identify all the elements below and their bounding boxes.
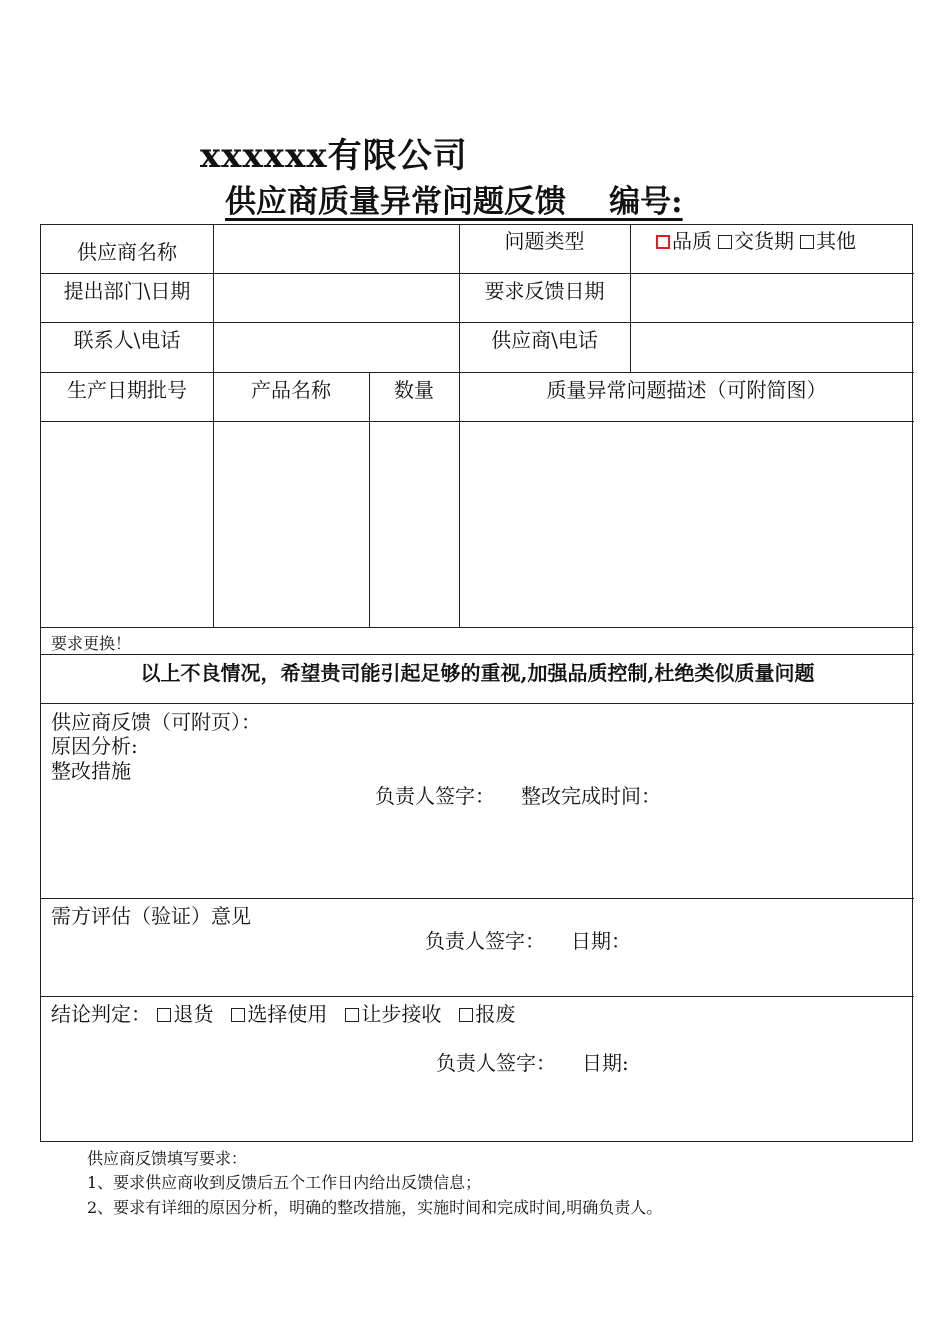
option-concession[interactable]: 让步接收 <box>345 1002 441 1026</box>
notes-heading: 供应商反馈填写要求： <box>87 1149 248 1168</box>
checkbox-icon <box>459 1008 473 1022</box>
request-replace: 要求更换！ <box>51 634 132 653</box>
col-divider <box>630 225 631 372</box>
form-title: 供应商质量异常问题反馈 编号: <box>225 184 683 220</box>
contact-label: 联系人\电话 <box>73 328 181 352</box>
evaluation-date-label: 日期： <box>571 929 631 953</box>
feedback-date-label: 要求反馈日期 <box>484 279 605 303</box>
conclusion-signature-label: 负责人签字： <box>436 1051 556 1075</box>
completion-time-label: 整改完成时间： <box>521 784 661 808</box>
row-divider <box>41 273 914 274</box>
supplier-phone-label: 供应商\电话 <box>491 328 598 352</box>
conclusion-heading: 结论判定： <box>51 1002 151 1026</box>
row-divider <box>41 372 914 373</box>
row-divider <box>41 421 914 422</box>
issue-type-options <box>656 225 856 254</box>
col-quantity: 数量 <box>394 378 434 402</box>
checkbox-quality[interactable]: 品质 <box>656 229 712 253</box>
col-batch: 生产日期批号 <box>67 378 187 402</box>
evaluation-signature-label: 负责人签字： <box>425 929 545 953</box>
evaluation-heading: 需方评估（验证）意见 <box>51 904 251 928</box>
option-scrap[interactable]: 报废 <box>459 1002 515 1026</box>
row-divider <box>41 627 914 628</box>
row-divider <box>41 996 914 997</box>
col-divider <box>459 372 460 627</box>
checkbox-icon <box>231 1008 245 1022</box>
conclusion-date-label: 日期: <box>582 1051 629 1075</box>
row-divider <box>41 898 914 899</box>
feedback-form <box>40 224 913 1142</box>
checkbox-icon <box>800 235 814 249</box>
col-description: 质量异常问题描述（可附简图） <box>546 378 827 402</box>
feedback-signature-label: 负责人签字： <box>375 784 495 808</box>
option-return[interactable]: 退货 <box>157 1002 213 1026</box>
dept-date-label: 提出部门\日期 <box>63 279 191 303</box>
col-product: 产品名称 <box>251 378 331 402</box>
cause-analysis-label: 原因分析: <box>51 734 138 758</box>
company-name: xxxxxx有限公司 <box>200 136 468 176</box>
note-item: 1、要求供应商收到反馈后五个工作日内给出反馈信息； <box>87 1173 482 1192</box>
note-item: 2、要求有详细的原因分析，明确的整改措施，实施时间和完成时间,明确负责人。 <box>87 1198 663 1217</box>
row-divider <box>41 654 914 655</box>
checkbox-icon <box>345 1008 359 1022</box>
supplier-feedback-heading: 供应商反馈（可附页）： <box>51 710 261 734</box>
supplier-name-label: 供应商名称 <box>77 240 177 264</box>
col-divider <box>369 372 370 627</box>
measures-label: 整改措施 <box>51 759 131 783</box>
checkbox-icon <box>157 1008 171 1022</box>
checkbox-delivery[interactable]: 交货期 <box>718 229 794 253</box>
checkbox-other[interactable]: 其他 <box>800 229 856 253</box>
checkbox-icon <box>718 235 732 249</box>
conclusion-row <box>51 998 515 1027</box>
col-divider <box>213 225 214 372</box>
row-divider <box>41 322 914 323</box>
warning-text: 以上不良情况，希望贵司能引起足够的重视,加强品质控制,杜绝类似质量问题 <box>140 661 815 685</box>
checkbox-icon <box>656 235 670 249</box>
col-divider <box>213 372 214 627</box>
row-divider <box>41 703 914 704</box>
issue-type-label: 问题类型 <box>504 229 585 253</box>
option-select-use[interactable]: 选择使用 <box>231 1002 327 1026</box>
